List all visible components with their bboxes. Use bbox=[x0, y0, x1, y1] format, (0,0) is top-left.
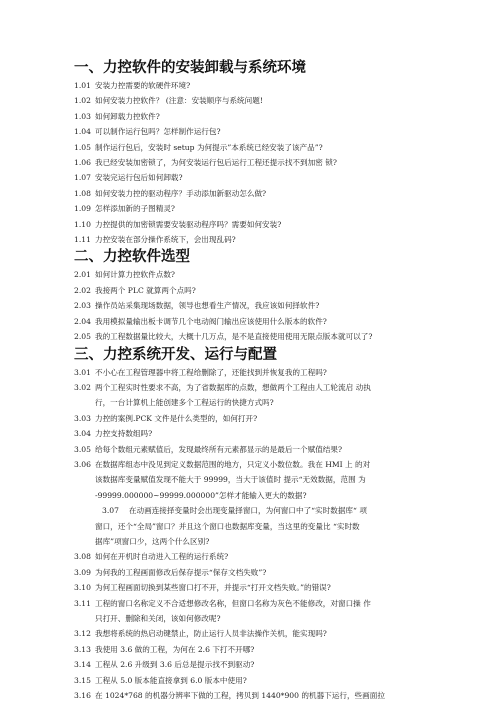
item-text: 制作运行包后，安装时 setup 为何提示”本系统已经安装了该产品”? bbox=[95, 142, 323, 152]
item-text-continued: 行，一台计算机上能创建多个工程运行的快捷方式吗? bbox=[95, 398, 274, 408]
item-text: 给每个数组元素赋值后，发现最终所有元素都显示的是最后一个赋值结果? bbox=[95, 444, 343, 454]
item-number: 1.08 bbox=[74, 188, 91, 198]
list-item-2-02 bbox=[74, 283, 474, 298]
list-item-1-08 bbox=[74, 186, 474, 201]
item-text: 为何我的工程画面修改后保存提示“保存文档失败”? bbox=[95, 567, 267, 577]
list-item-2-01 bbox=[74, 267, 474, 282]
list-item-1-01 bbox=[74, 78, 474, 93]
item-number: 3.09 bbox=[74, 567, 91, 577]
item-number: 3.03 bbox=[74, 413, 91, 423]
section-2-heading: 二、力控软件选型 bbox=[74, 249, 190, 266]
item-text: 可以制作运行包吗？怎样制作运行包? bbox=[95, 127, 221, 137]
list-item-3-15 bbox=[74, 673, 474, 688]
item-number: 1.11 bbox=[74, 235, 91, 245]
item-number: 3.01 bbox=[74, 367, 91, 377]
item-text: 如何安装力控的驱动程序？手动添加新驱动怎么做? bbox=[95, 188, 267, 198]
list-item-3-10 bbox=[74, 580, 474, 595]
item-text: 力控的案例.PCK 文件是什么类型的，如何打开? bbox=[95, 413, 258, 423]
section-3-list bbox=[74, 365, 474, 504]
list-item-2-05 bbox=[74, 329, 474, 344]
item-text: 安装力控需要的软硬件环境? bbox=[95, 81, 191, 90]
item-text: 我使用 3.6 做的工程，为何在 2.6 下打不开哪? bbox=[95, 644, 255, 654]
faq-contents bbox=[74, 58, 474, 703]
item-text-continued: 据库”项窗口少，这两个什么区别? bbox=[95, 536, 210, 546]
item-number: 3.08 bbox=[74, 552, 91, 562]
list-item-1-04 bbox=[74, 124, 474, 139]
item-number: 1.03 bbox=[74, 111, 91, 121]
item-number: 1.07 bbox=[74, 173, 91, 183]
section-1-heading: 一、力控软件的安装卸载与系统环境 bbox=[74, 60, 306, 76]
list-item-2-04 bbox=[74, 314, 474, 329]
list-item-3-01 bbox=[74, 365, 474, 380]
item-text: 力控提供的加密锁需要安装驱动程序吗？需要如何安装? bbox=[95, 219, 282, 229]
item-number: 1.04 bbox=[74, 127, 91, 137]
item-text: 如何安装力控软件？ (注意：安装顺序与系统问题! bbox=[95, 96, 263, 106]
item-number: 1.01 bbox=[74, 81, 91, 90]
item-number: 3.14 bbox=[74, 660, 91, 670]
item-number: 3.10 bbox=[74, 583, 91, 593]
item-number: 1.02 bbox=[74, 96, 91, 106]
item-text: 不小心在工程管理器中将工程给删除了，还能找到并恢复我的工程吗? bbox=[95, 367, 327, 377]
item-text: 怎样添加新的子图精灵? bbox=[95, 204, 176, 214]
item-number: 3.07 bbox=[102, 506, 119, 516]
item-number: 2.03 bbox=[74, 301, 91, 311]
list-item-3-12 bbox=[74, 626, 474, 641]
item-text: 我接两个 PLC 就算两个点吗? bbox=[95, 285, 196, 295]
item-text: 工程的窗口名称定义不合适想修改名称，但窗口名称为灰色不能修改，对窗口操 作 bbox=[95, 598, 371, 608]
list-item-3-08 bbox=[74, 549, 474, 564]
item-text: 工程从 5.0 版本能直接拿到 6.0 版本中使用? bbox=[95, 675, 247, 685]
item-number: 3.02 bbox=[74, 382, 91, 392]
item-number: 2.01 bbox=[74, 270, 91, 280]
item-number: 2.02 bbox=[74, 285, 91, 295]
item-number: 1.10 bbox=[74, 219, 91, 229]
list-item-3-16 bbox=[74, 688, 474, 703]
item-text: 为何工程画面切换到某些窗口打不开，并提示“打开文档失败。”的错误? bbox=[95, 583, 331, 593]
item-number: 1.05 bbox=[74, 142, 91, 152]
item-text: 如何计算力控软件点数? bbox=[95, 270, 176, 280]
list-item-3-06 bbox=[74, 457, 474, 472]
item-number: 1.09 bbox=[74, 204, 91, 214]
item-number: 3.06 bbox=[74, 459, 91, 469]
item-text: 力控支持数组吗? bbox=[95, 429, 153, 439]
item-text: 我用模拟量输出板卡调节几个电动阀门输出应该使用什么版本的软件? bbox=[95, 316, 327, 326]
item-text: 力控安装在部分操作系统下，会出现乱码? bbox=[95, 235, 236, 245]
section-3-heading: 三、力控系统开发、运行与配置 bbox=[74, 346, 277, 363]
list-item-3-11 bbox=[74, 596, 474, 611]
list-item-3-07 bbox=[74, 503, 474, 518]
list-item-1-03 bbox=[74, 109, 474, 124]
item-number: 3.04 bbox=[74, 429, 91, 439]
list-item-1-07 bbox=[74, 170, 474, 185]
list-item-3-04 bbox=[74, 426, 474, 441]
list-item-3-09 bbox=[74, 565, 474, 580]
list-item-1-11 bbox=[74, 232, 474, 247]
section-3-list-continued bbox=[74, 549, 474, 703]
item-text: 在数据库组态中没见到定义数据范围的地方，只定义小数位数。我在 HMI 上 的对 bbox=[95, 459, 371, 469]
section-1-list bbox=[74, 78, 474, 247]
item-text: 我想将系统的热启动键禁止，防止运行人员非法操作关机，能实现吗? bbox=[95, 629, 327, 639]
list-item-1-10 bbox=[74, 217, 474, 232]
item-text-continued: -99999.000000~99999.000000”怎样才能输入更大的数据? bbox=[95, 490, 307, 500]
item-text: 操作员站采集现场数据，领导也想看生产情况，我应该如何择软件? bbox=[95, 301, 320, 311]
item-number: 3.05 bbox=[74, 444, 91, 454]
item-text-continued: 该数据库变量赋值发现不能大于 99999，当大于该值时 提示“无效数据，范围 为 bbox=[95, 475, 366, 485]
item-text: 在 1024*768 的机器分辨率下做的工程，拷贝到 1440*900 的机器下运行，些画面拉 bbox=[95, 691, 385, 701]
item-number: 2.05 bbox=[74, 332, 91, 342]
list-item-3-02 bbox=[74, 380, 474, 395]
item-text: 如何在开机时自动进入工程的运行系统? bbox=[95, 552, 229, 562]
section-2-list bbox=[74, 267, 474, 344]
list-item-2-03 bbox=[74, 298, 474, 313]
list-item-3-14 bbox=[74, 657, 474, 672]
item-text: 安装完运行包后如何卸载? bbox=[95, 173, 183, 183]
item-text: 我的工程数据量比较大，大概十几万点，是不是直接使用使用无限点版本就可以了? bbox=[95, 332, 373, 342]
item-number: 2.04 bbox=[74, 316, 91, 326]
item-number: 3.16 bbox=[74, 691, 91, 701]
item-text: 如何卸载力控软件? bbox=[95, 111, 160, 121]
item-number: 3.15 bbox=[74, 675, 91, 685]
item-number: 3.11 bbox=[74, 598, 91, 608]
item-text: 我已经安装加密锁了，为何安装运行包后运行工程还提示找不到加密 锁? bbox=[95, 158, 337, 168]
list-item-3-13 bbox=[74, 642, 474, 657]
item-text: 两个工程实时性要求不高，为了省数据库的点数，想做两个工程由人工轮流启 动执 bbox=[95, 382, 371, 392]
list-item-1-06 bbox=[74, 155, 474, 170]
item-text-continued: 窗口，还个“全局”窗口？并且这个窗口也数据库变量，当这里的变量比 “实时数 bbox=[95, 521, 360, 531]
item-text: 工程从 2.6 升级到 3.6 后总是提示找不到驱动? bbox=[95, 660, 255, 670]
item-number: 3.13 bbox=[74, 644, 91, 654]
item-text: 在动画连接择变量时会出现变量择窗口，为何窗口中了“实时数据库“ 项 bbox=[128, 506, 367, 516]
list-item-1-09 bbox=[74, 201, 474, 216]
list-item-1-05 bbox=[74, 140, 474, 155]
item-number: 1.06 bbox=[74, 158, 91, 168]
list-item-1-02 bbox=[74, 93, 474, 108]
item-number: 3.12 bbox=[74, 629, 91, 639]
list-item-3-03 bbox=[74, 411, 474, 426]
item-text-continued: 只打开、删除和关闭，该如何修改呢? bbox=[95, 614, 221, 623]
list-item-3-05 bbox=[74, 442, 474, 457]
